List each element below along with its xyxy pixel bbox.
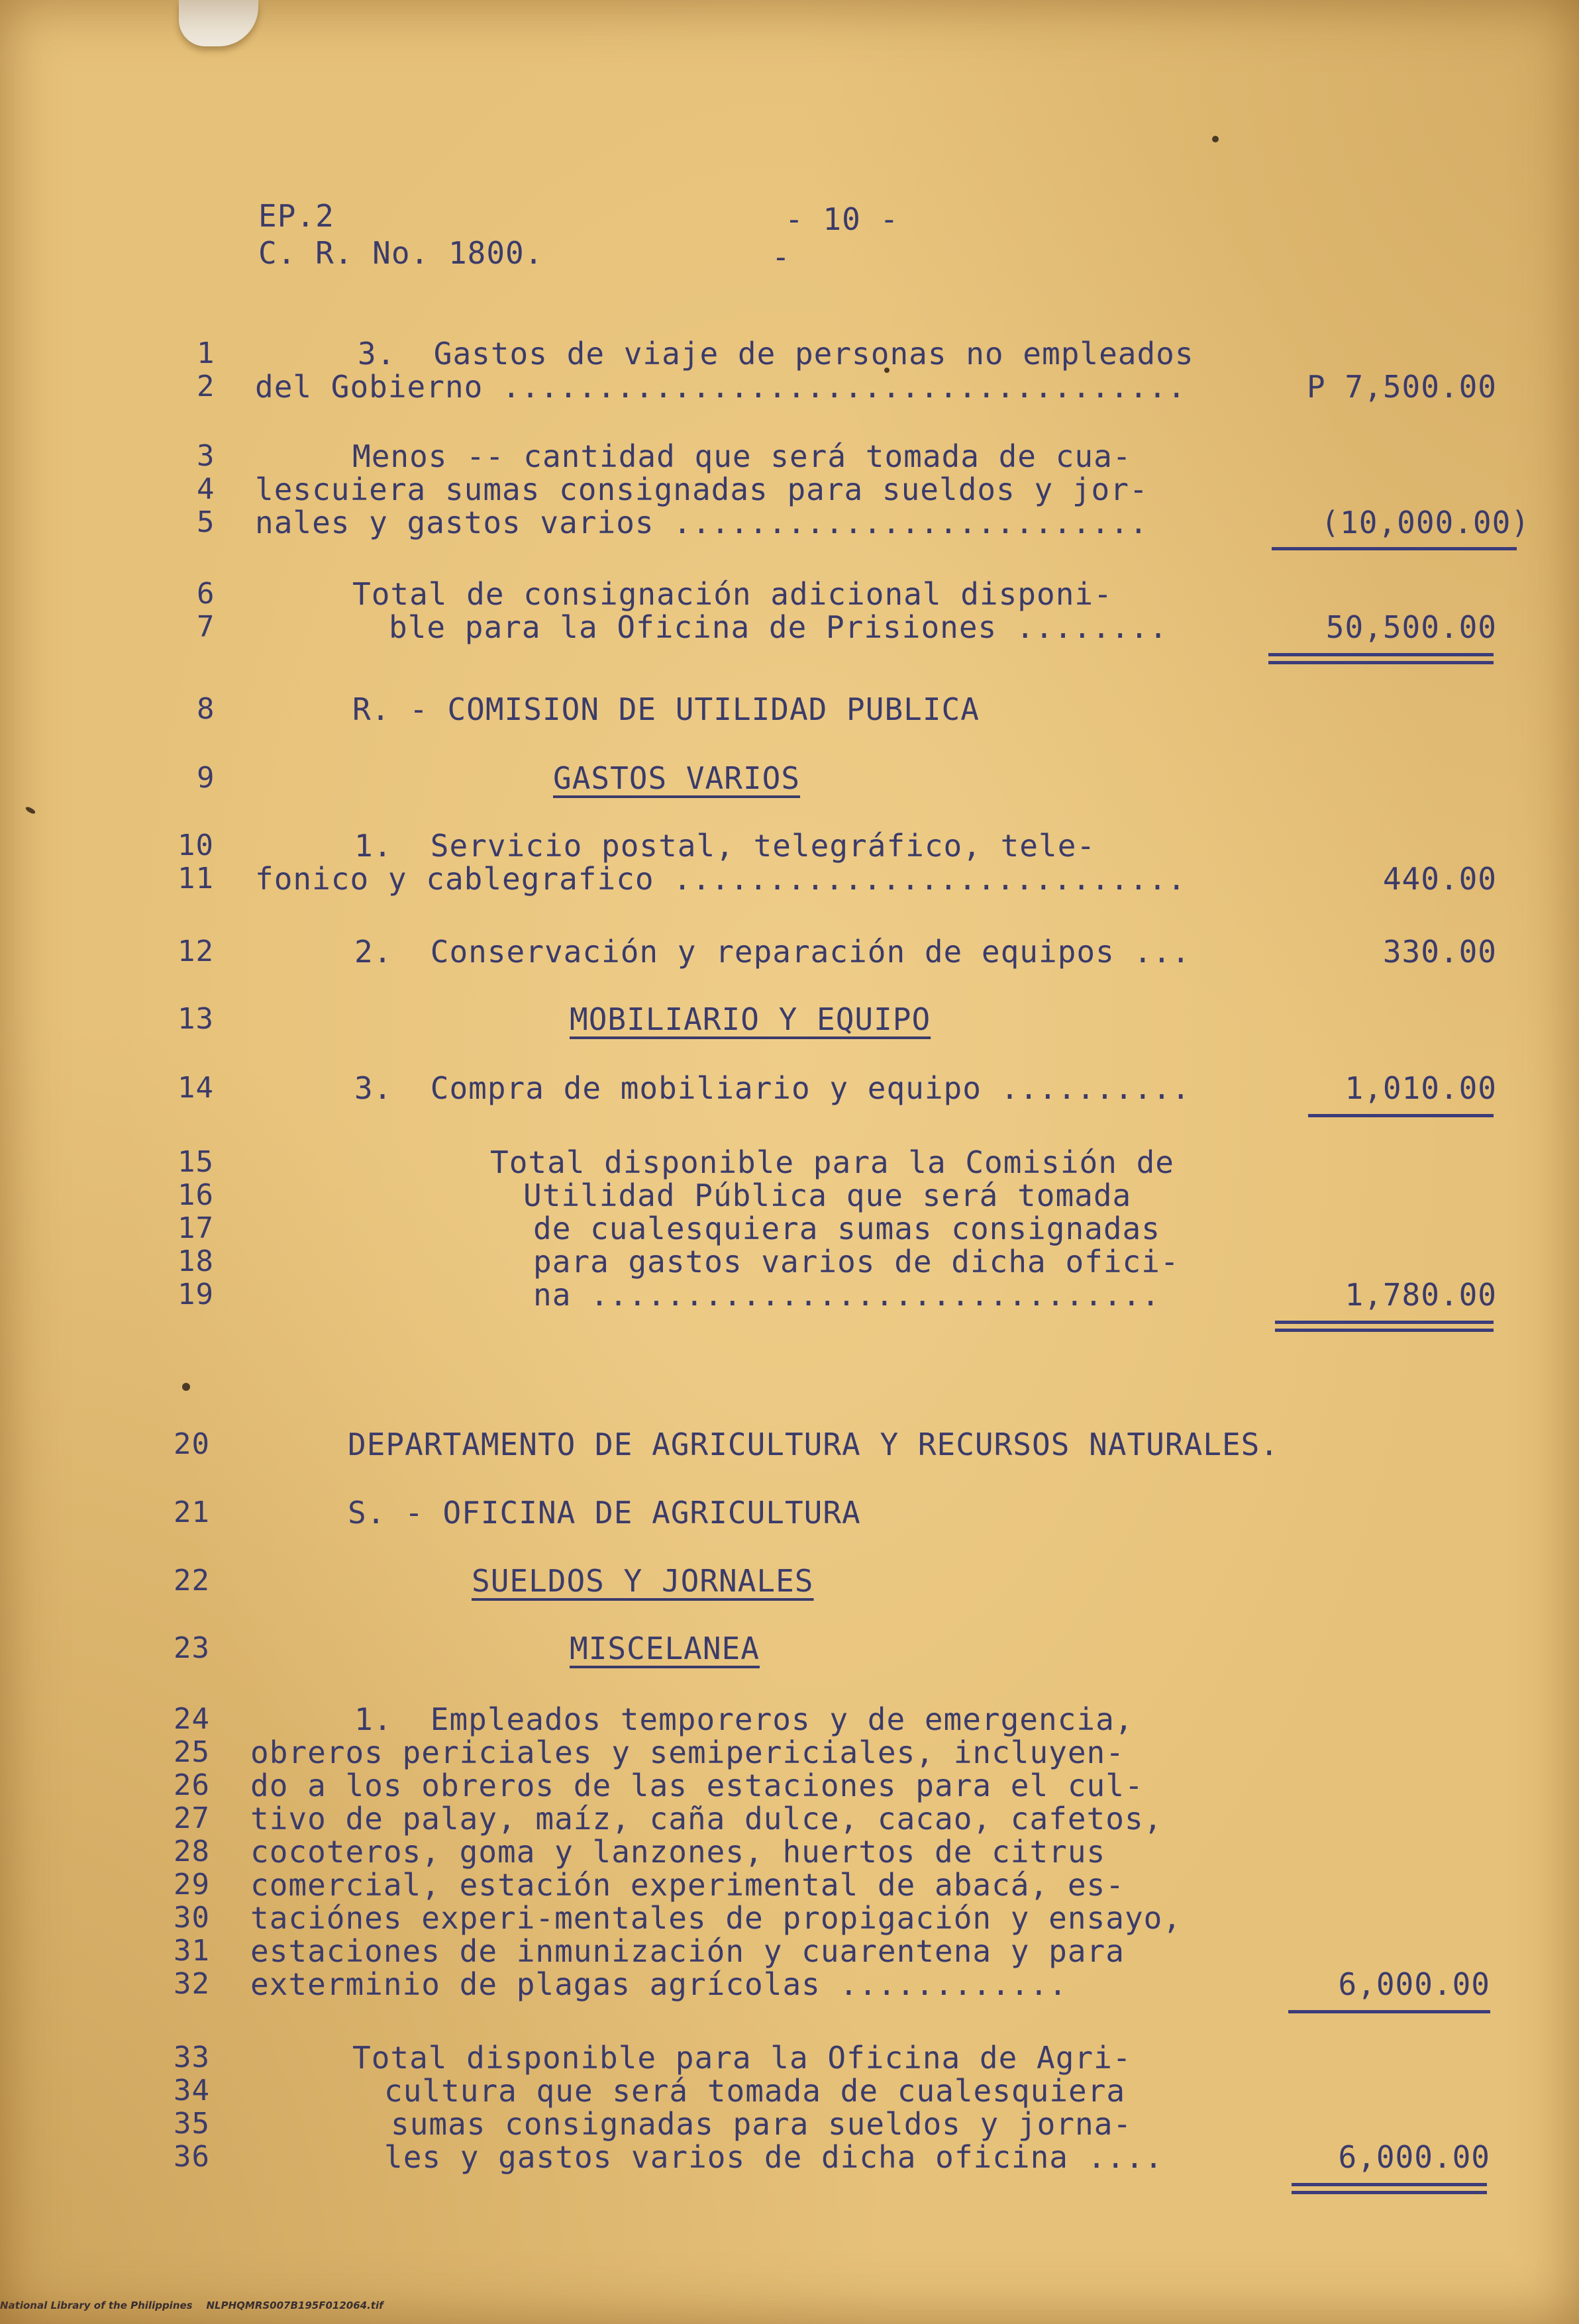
ref-line-2: C. R. No. 1800.	[258, 235, 544, 271]
line-number: 30	[174, 1901, 210, 1935]
line-text: exterminio de plagas agrícolas ............	[250, 1966, 1068, 2002]
line-number: 26	[174, 1768, 210, 1802]
line-text: cultura que será tomada de cualesquiera	[384, 2073, 1126, 2109]
line-text: taciónes experi-mentales de propigación y ensayo,	[250, 1900, 1182, 1936]
line-text: de cualesquiera sumas consignadas	[533, 1211, 1160, 1246]
amount-double-underline	[1292, 2191, 1487, 2194]
line-text: tivo de palay, maíz, caña dulce, cacao, cafetos,	[250, 1801, 1163, 1837]
subsection-heading: SUELDOS Y JORNALES	[472, 1563, 814, 1599]
header-dash: -	[772, 239, 791, 275]
line-text: 3. Gastos de viaje de personas no empleados	[358, 336, 1194, 372]
line-number: 22	[174, 1564, 210, 1597]
line-text: del Gobierno ....................................	[255, 369, 1187, 405]
line-number: 28	[174, 1835, 210, 1868]
line-text: 1. Empleados temporeros y de emergencia,	[354, 1701, 1134, 1737]
line-number: 29	[174, 1868, 210, 1901]
line-text: do a los obreros de las estaciones para el cul-	[250, 1768, 1144, 1803]
line-number: 11	[178, 862, 214, 895]
line-number: 13	[178, 1002, 214, 1036]
line-number: 25	[174, 1735, 210, 1769]
amount: 440.00	[1382, 861, 1497, 897]
amount: P 7,500.00	[1307, 369, 1497, 405]
line-text: sumas consignadas para sueldos y jorna-	[391, 2106, 1133, 2142]
line-text: Total de consignación adicional disponi-	[352, 576, 1113, 612]
section-heading: S. - OFICINA DE AGRICULTURA	[348, 1495, 861, 1531]
amount-double-underline	[1268, 653, 1494, 656]
amount: 330.00	[1382, 934, 1497, 970]
line-text: les y gastos varios de dicha oficina ....	[384, 2139, 1164, 2175]
subsection-heading: MISCELANEA	[570, 1631, 760, 1666]
amount-underline	[1272, 547, 1517, 550]
line-number: 18	[178, 1244, 214, 1278]
amount-double-underline	[1275, 1321, 1494, 1324]
ref-line-1: EP.2	[258, 198, 334, 234]
line-number: 4	[197, 472, 215, 506]
line-text: comercial, estación experimental de abacá, es-	[250, 1867, 1125, 1903]
amount-underline	[1288, 2010, 1490, 2013]
section-heading: R. - COMISION DE UTILIDAD PUBLICA	[352, 691, 980, 727]
subsection-heading: MOBILIARIO Y EQUIPO	[570, 1001, 931, 1037]
department-heading: DEPARTAMENTO DE AGRICULTURA Y RECURSOS NATURALES.	[348, 1427, 1280, 1462]
amount-double-underline	[1268, 661, 1494, 664]
line-text: para gastos varios de dicha ofici-	[533, 1244, 1180, 1280]
paper-speck	[25, 805, 36, 815]
line-number: 9	[197, 761, 215, 795]
subsection-heading: GASTOS VARIOS	[553, 760, 801, 796]
footer-caption: National Library of the Philippines NLPHQMRS007B195F012064.tif	[0, 2299, 383, 2311]
line-number: 24	[174, 1702, 210, 1736]
page-number: - 10 -	[785, 201, 899, 237]
line-number: 32	[174, 1967, 210, 2001]
amount-underline	[1308, 1114, 1494, 1117]
amount: 6,000.00	[1338, 2139, 1490, 2175]
line-number: 1	[197, 336, 215, 370]
line-number: 5	[197, 505, 215, 539]
line-number: 21	[174, 1495, 210, 1529]
line-number: 6	[197, 577, 215, 611]
line-text: nales y gastos varios .........................	[255, 505, 1148, 540]
paper-speck	[1212, 136, 1219, 142]
line-number: 2	[197, 370, 215, 403]
line-number: 7	[197, 610, 215, 644]
line-number: 10	[178, 829, 214, 862]
line-number: 12	[178, 935, 214, 968]
line-text: Total disponible para la Oficina de Agri-	[352, 2040, 1132, 2076]
line-number: 27	[174, 1801, 210, 1835]
amount-double-underline	[1275, 1329, 1494, 1332]
line-text: Menos -- cantidad que será tomada de cua-	[352, 438, 1132, 474]
line-number: 20	[174, 1427, 210, 1461]
line-number: 33	[174, 2041, 210, 2074]
line-number: 17	[178, 1211, 214, 1245]
line-text: 1. Servicio postal, telegráfico, tele-	[354, 828, 1096, 864]
line-number: 36	[174, 2140, 210, 2174]
line-number: 15	[178, 1145, 214, 1179]
line-number: 19	[178, 1278, 214, 1311]
torn-corner	[179, 0, 258, 46]
line-number: 31	[174, 1934, 210, 1968]
line-text: fonico y cablegrafico ...........................	[255, 861, 1187, 897]
line-number: 16	[178, 1178, 214, 1212]
line-text: obreros periciales y semipericiales, incluyen-	[250, 1735, 1125, 1770]
amount-double-underline	[1292, 2183, 1487, 2186]
amount: 50,500.00	[1325, 609, 1497, 645]
line-number: 3	[197, 439, 215, 473]
line-number: 14	[178, 1071, 214, 1105]
line-text: estaciones de inmunización y cuarentena y para	[250, 1933, 1125, 1969]
line-text: 2. Conservación y reparación de equipos ...	[354, 934, 1191, 970]
line-text: Utilidad Pública que será tomada	[523, 1178, 1132, 1213]
line-text: na ..............................	[533, 1277, 1160, 1313]
amount: 1,010.00	[1345, 1070, 1497, 1106]
line-number: 8	[197, 692, 215, 726]
amount: 6,000.00	[1338, 1966, 1490, 2002]
line-number: 34	[174, 2074, 210, 2107]
paper-speck	[182, 1383, 190, 1391]
line-text: cocoteros, goma y lanzones, huertos de citrus	[250, 1834, 1106, 1870]
line-text: Total disponible para la Comisión de	[490, 1144, 1174, 1180]
line-text: lescuiera sumas consignadas para sueldos y jor-	[255, 472, 1148, 507]
line-text: 3. Compra de mobiliario y equipo ..........	[354, 1070, 1191, 1106]
line-text: ble para la Oficina de Prisiones ........	[389, 609, 1168, 645]
line-number: 23	[174, 1631, 210, 1665]
amount: 1,780.00	[1345, 1277, 1497, 1313]
amount: (10,000.00)	[1321, 505, 1530, 540]
line-number: 35	[174, 2107, 210, 2141]
